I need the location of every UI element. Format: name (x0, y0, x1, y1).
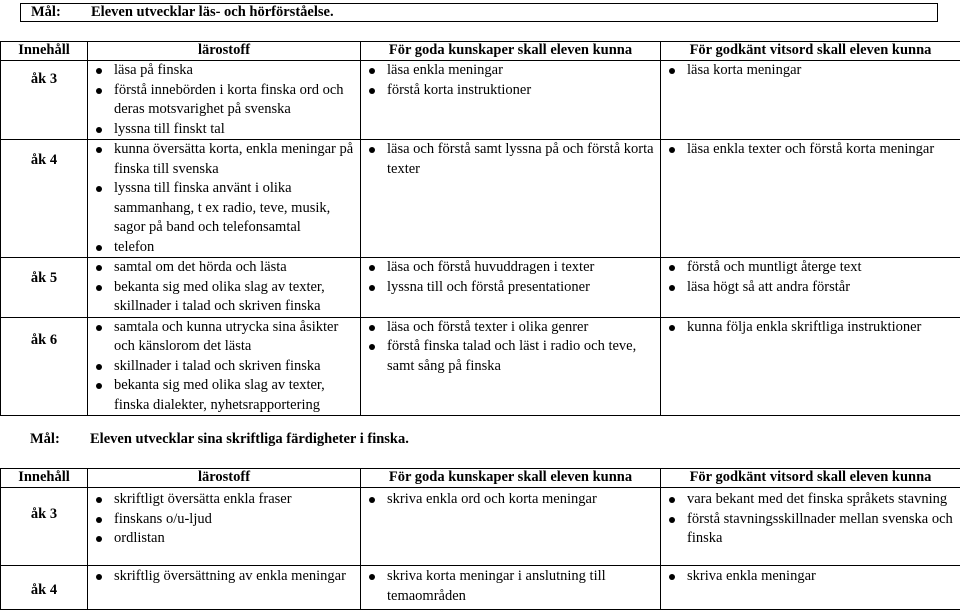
godkant-cell (661, 140, 960, 258)
list-item: bekanta sig med olika slag av texter, skillnader i talad och skriven finska (114, 278, 358, 317)
list-item: lyssna till och förstå presentationer (387, 278, 658, 298)
list-item: samtal om det hörda och lästa (114, 258, 358, 278)
list-item: telefon (114, 238, 358, 258)
goal-label: Mål: (30, 430, 60, 449)
curriculum-table-2 (0, 468, 960, 610)
grade-cell: åk 5 (1, 258, 88, 318)
goal-text: Eleven utvecklar läs- och hörförståelse. (91, 4, 334, 21)
goda-cell (361, 488, 661, 566)
header-goda: För goda kunskaper skall eleven kunna (361, 42, 661, 61)
table-header-row (1, 469, 960, 488)
list-item: skriva enkla ord och korta meningar (387, 490, 658, 510)
godkant-cell (661, 61, 960, 140)
grade-cell: åk 3 (1, 61, 88, 140)
list-item: skriftligt översätta enkla fraser (114, 490, 358, 510)
list-item: skriva korta meningar i anslutning till temaområden (387, 567, 658, 606)
list-item: läsa korta meningar (687, 61, 958, 81)
list-item: förstå korta instruktioner (387, 81, 658, 101)
grade-cell: åk 3 (1, 488, 88, 566)
header-innehall: Innehåll (1, 42, 88, 61)
list-item: förstå och muntligt återge text (687, 258, 958, 278)
list-item: kunna översätta korta, enkla meningar på finska till svenska (114, 140, 358, 179)
list-item: läsa högt så att andra förstår (687, 278, 958, 298)
list-item: läsa och förstå huvuddragen i texter (387, 258, 658, 278)
header-goda: För goda kunskaper skall eleven kunna (361, 469, 661, 488)
table-row (1, 140, 960, 258)
goda-cell (361, 140, 661, 258)
list-item: läsa på finska (114, 61, 358, 81)
list-item: läsa enkla meningar (387, 61, 658, 81)
list-item: skriftlig översättning av enkla meningar (114, 567, 358, 587)
table-row (1, 61, 960, 140)
table-row (1, 488, 960, 566)
list-item: ordlistan (114, 529, 358, 549)
header-larostoff: lärostoff (88, 469, 361, 488)
goda-cell (361, 317, 661, 416)
header-larostoff: lärostoff (88, 42, 361, 61)
header-innehall: Innehåll (1, 469, 88, 488)
godkant-cell (661, 317, 960, 416)
godkant-cell (661, 488, 960, 566)
list-item: vara bekant med det finska språkets stavning (687, 490, 958, 510)
list-item: lyssna till finskt tal (114, 120, 358, 140)
goal-text: Eleven utvecklar sina skriftliga färdigheter i finska. (90, 430, 409, 449)
larostoff-cell (88, 317, 361, 416)
grade-cell: åk 6 (1, 317, 88, 416)
list-item: kunna följa enkla skriftliga instruktioner (687, 318, 958, 338)
list-item: läsa och förstå texter i olika genrer (387, 318, 658, 338)
larostoff-cell (88, 140, 361, 258)
goal-box-1 (20, 3, 938, 22)
goal-label: Mål: (31, 4, 61, 21)
larostoff-cell (88, 566, 361, 610)
table-row (1, 317, 960, 416)
goal-box-2 (20, 430, 938, 449)
list-item: lyssna till finska använt i olika sammanhang, t ex radio, teve, musik, sagor på band och telefonsamtal (114, 179, 358, 238)
list-item: läsa och förstå samt lyssna på och förstå korta texter (387, 140, 658, 179)
grade-cell: åk 4 (1, 566, 88, 610)
larostoff-cell (88, 488, 361, 566)
list-item: förstå innebörden i korta finska ord och deras motsvarighet på svenska (114, 81, 358, 120)
larostoff-cell (88, 258, 361, 318)
goda-cell (361, 61, 661, 140)
table-header-row (1, 42, 960, 61)
list-item: finskans o/u-ljud (114, 510, 358, 530)
curriculum-table-1 (0, 41, 960, 416)
godkant-cell (661, 258, 960, 318)
table-row (1, 566, 960, 610)
goda-cell (361, 258, 661, 318)
list-item: samtala och kunna utrycka sina åsikter och känslorom det lästa (114, 318, 358, 357)
header-godkant: För godkänt vitsord skall eleven kunna (661, 469, 960, 488)
list-item: bekanta sig med olika slag av texter, finska dialekter, nyhetsrapportering (114, 376, 358, 415)
list-item: läsa enkla texter och förstå korta meningar (687, 140, 958, 160)
list-item: skillnader i talad och skriven finska (114, 357, 358, 377)
list-item: förstå stavningsskillnader mellan svenska och finska (687, 510, 958, 549)
list-item: förstå finska talad och läst i radio och teve, samt sång på finska (387, 337, 658, 376)
table-row (1, 258, 960, 318)
header-godkant: För godkänt vitsord skall eleven kunna (661, 42, 960, 61)
larostoff-cell (88, 61, 361, 140)
godkant-cell (661, 566, 960, 610)
goda-cell (361, 566, 661, 610)
grade-cell: åk 4 (1, 140, 88, 258)
list-item: skriva enkla meningar (687, 567, 958, 587)
